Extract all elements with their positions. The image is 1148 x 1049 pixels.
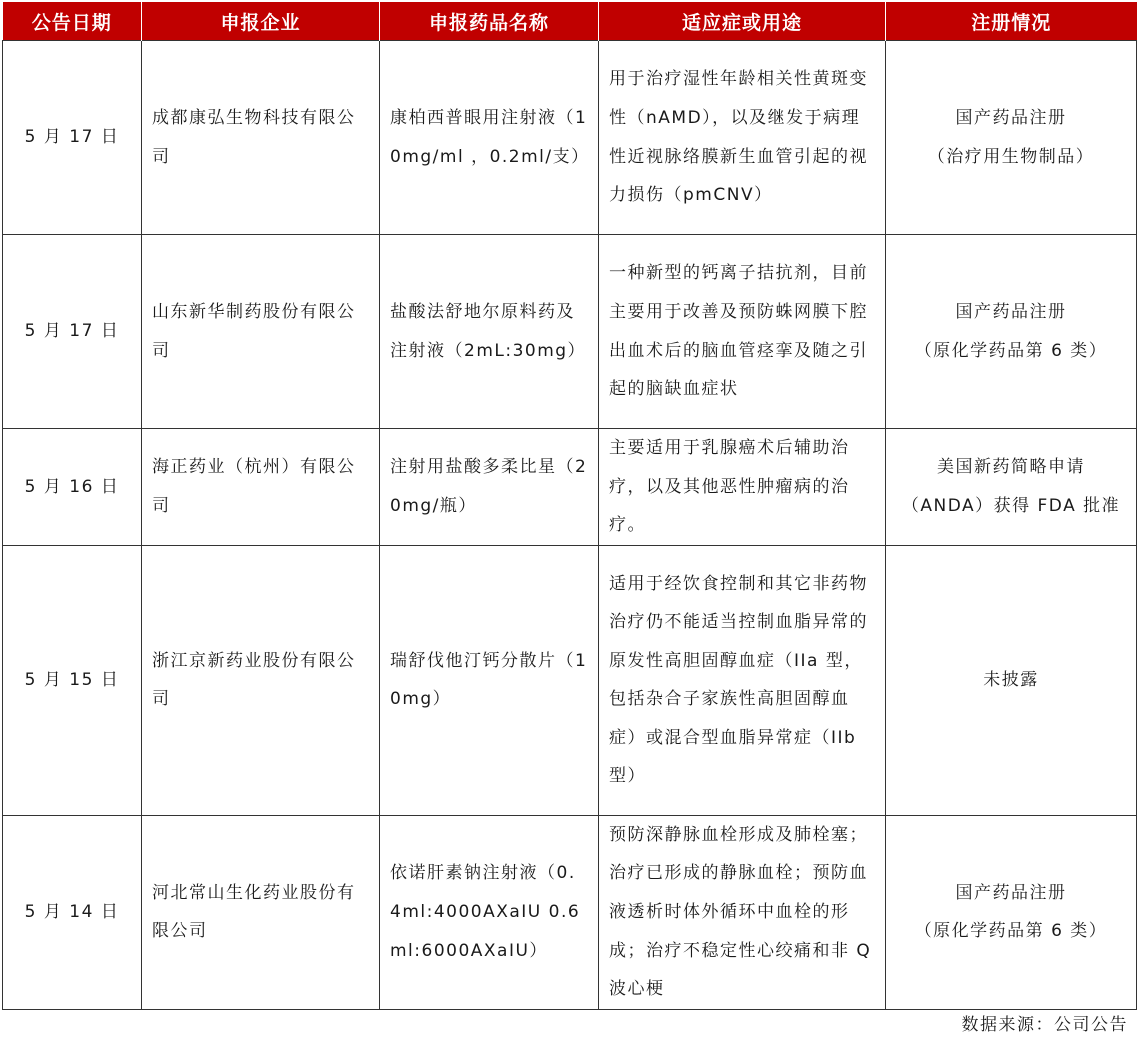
- cell-drug-name: 注射用盐酸多柔比星（20mg/瓶）: [380, 429, 599, 546]
- table-row: [3, 429, 1137, 546]
- data-source-note: 数据来源：公司公告: [961, 1015, 1128, 1035]
- table-header-row: [3, 2, 1137, 41]
- table-row: [3, 815, 1137, 1009]
- cell-drug-name: 康柏西普眼用注射液（10mg/ml ，0.2ml/支）: [380, 41, 599, 235]
- table-row: [3, 41, 1137, 235]
- cell-registration-status: 美国新药简略申请 （ANDA）获得 FDA 批准: [886, 429, 1137, 546]
- cell-registration-status: 未披露: [886, 545, 1137, 815]
- cell-indication: 主要适用于乳腺癌术后辅助治疗，以及其他恶性肿瘤病的治疗。: [599, 429, 886, 546]
- cell-indication: 适用于经饮食控制和其它非药物治疗仍不能适当控制血脂异常的原发性高胆固醇血症（IIa 型，包括杂合子家族性高胆固醇血症）或混合型血脂异常症（IIb型）: [599, 545, 886, 815]
- cell-company: 河北常山生化药业股份有限公司: [142, 815, 380, 1009]
- cell-date: 5 月 17 日: [3, 235, 142, 429]
- cell-drug-name: 依诺肝素钠注射液（0.4ml:4000AXaIU 0.6ml:6000AXaIU）: [380, 815, 599, 1009]
- cell-registration-status: 国产药品注册 （原化学药品第 6 类）: [886, 235, 1137, 429]
- table-row: [3, 235, 1137, 429]
- header-announce-date: 公告日期: [3, 2, 142, 41]
- cell-company: 浙江京新药业股份有限公司: [142, 545, 380, 815]
- header-indication: 适应症或用途: [599, 2, 886, 41]
- cell-date: 5 月 15 日: [3, 545, 142, 815]
- cell-registration-status: 国产药品注册 （原化学药品第 6 类）: [886, 815, 1137, 1009]
- cell-drug-name: 瑞舒伐他汀钙分散片（10mg）: [380, 545, 599, 815]
- drug-registration-table: [2, 2, 1137, 1010]
- table-row: [3, 545, 1137, 815]
- header-drug-name: 申报药品名称: [380, 2, 599, 41]
- cell-company: 海正药业（杭州）有限公司: [142, 429, 380, 546]
- cell-company: 山东新华制药股份有限公司: [142, 235, 380, 429]
- cell-company: 成都康弘生物科技有限公司: [142, 41, 380, 235]
- cell-drug-name: 盐酸法舒地尔原料药及注射液（2mL:30mg）: [380, 235, 599, 429]
- cell-indication: 一种新型的钙离子拮抗剂，目前主要用于改善及预防蛛网膜下腔出血术后的脑血管痉挛及随之引起的脑缺血症状: [599, 235, 886, 429]
- cell-indication: 预防深静脉血栓形成及肺栓塞；治疗已形成的静脉血栓；预防血液透析时体外循环中血栓的形成；治疗不稳定性心绞痛和非 Q 波心梗: [599, 815, 886, 1009]
- cell-date: 5 月 16 日: [3, 429, 142, 546]
- cell-registration-status: 国产药品注册 （治疗用生物制品）: [886, 41, 1137, 235]
- cell-indication: 用于治疗湿性年龄相关性黄斑变性（nAMD），以及继发于病理性近视脉络膜新生血管引起的视力损伤（pmCNV）: [599, 41, 886, 235]
- cell-date: 5 月 14 日: [3, 815, 142, 1009]
- header-registration-status: 注册情况: [886, 2, 1137, 41]
- cell-date: 5 月 17 日: [3, 41, 142, 235]
- header-company: 申报企业: [142, 2, 380, 41]
